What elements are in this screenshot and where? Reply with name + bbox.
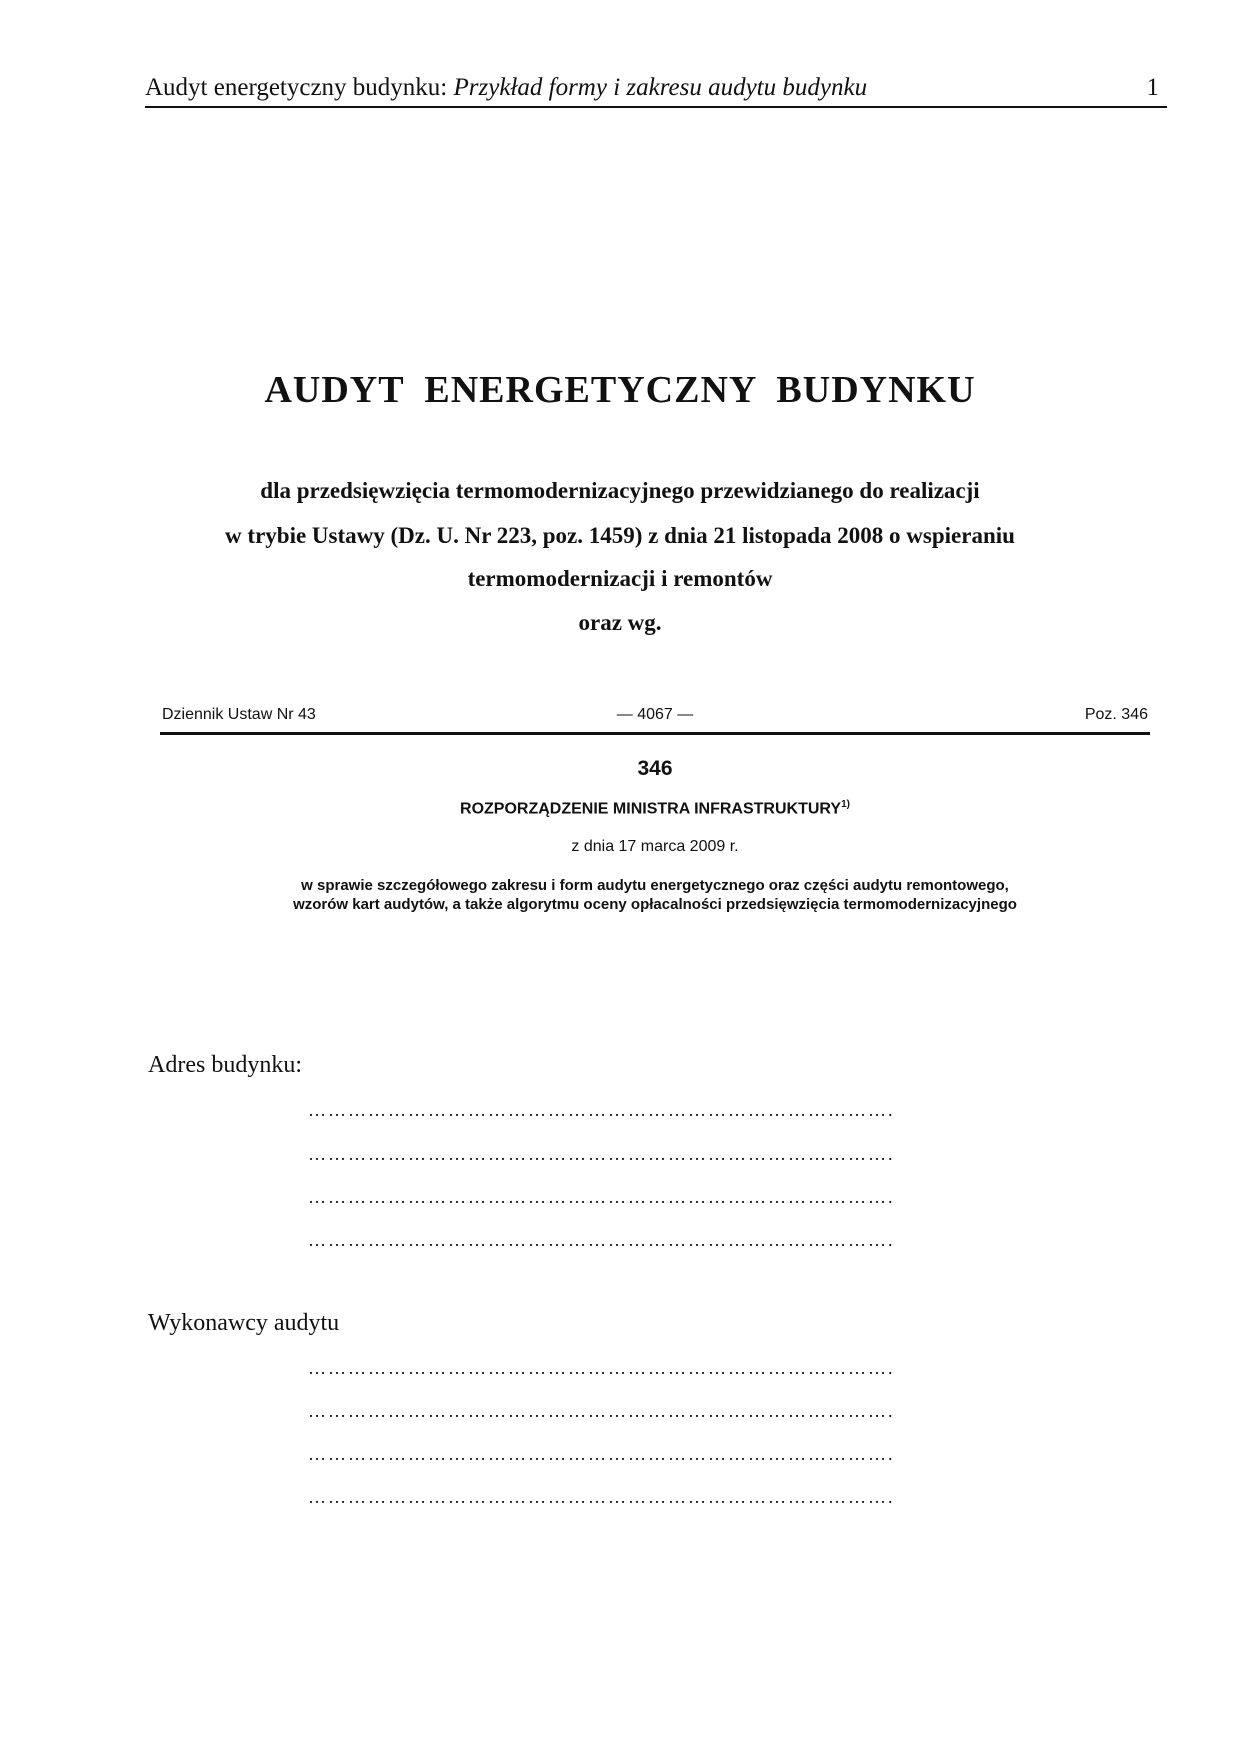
address-line-4[interactable]: ……………………………………………………………………………. [308,1230,895,1250]
header-title [145,74,867,102]
auditors-line-4[interactable]: ……………………………………………………………………………. [308,1487,895,1507]
regulation-date: z dnia 17 marca 2009 r. [571,838,739,856]
journal-page: — 4067 — [616,706,694,723]
regulation-subject-line-2: wzorów kart audytów, a także algorytmu oceny opłacalności przedsięwzięcia termomodernizacyjnego [293,896,1017,914]
subtitle-line-4: oraz wg. [578,610,662,635]
document-title: AUDYT ENERGETYCZNY BUDYNKU [264,369,976,411]
regulation-subject-line-1: w sprawie szczegółowego zakresu i form audytu energetycznego oraz części audytu remontowego, [301,877,1009,895]
regulation-title-text: ROZPORZĄDZENIE MINISTRA INFRASTRUKTURY [460,800,842,818]
header-title-regular: Audyt energetyczny budynku: [145,74,454,101]
subtitle-line-1: dla przedsięwzięcia termomodernizacyjnego przewidzianego do realizacji [260,478,980,503]
auditors-line-1[interactable]: ……………………………………………………………………………. [308,1358,895,1378]
journal-name: Dziennik Ustaw Nr 43 [162,706,316,723]
address-line-1[interactable]: ……………………………………………………………………………. [308,1100,895,1120]
regulation-title [160,799,1150,818]
subtitle-line-3: termomodernizacji i remontów [467,566,773,591]
journal-position: Poz. 346 [1084,706,1148,723]
address-line-3[interactable]: ……………………………………………………………………………. [308,1187,895,1207]
regulation-number: 346 [637,757,673,780]
auditors-label: Wykonawcy audytu [148,1310,340,1336]
auditors-line-3[interactable]: ……………………………………………………………………………. [308,1444,895,1464]
auditors-line-2[interactable]: ……………………………………………………………………………. [308,1401,895,1421]
regulation-subject [160,876,1150,914]
regulation-excerpt [160,700,1150,914]
page-header [145,70,1167,108]
building-address-label: Adres budynku: [148,1052,302,1078]
subtitle-line-2: w trybie Ustawy (Dz. U. Nr 223, poz. 1459) z dnia 21 listopada 2008 o wspieraniu [225,523,1015,548]
excerpt-header [160,700,1150,735]
regulation-footnote: 1) [841,799,850,810]
header-title-italic: Przykład formy i zakresu audytu budynku [453,74,868,101]
address-line-2[interactable]: ……………………………………………………………………………. [308,1144,895,1164]
page-number: 1 [1146,74,1159,101]
